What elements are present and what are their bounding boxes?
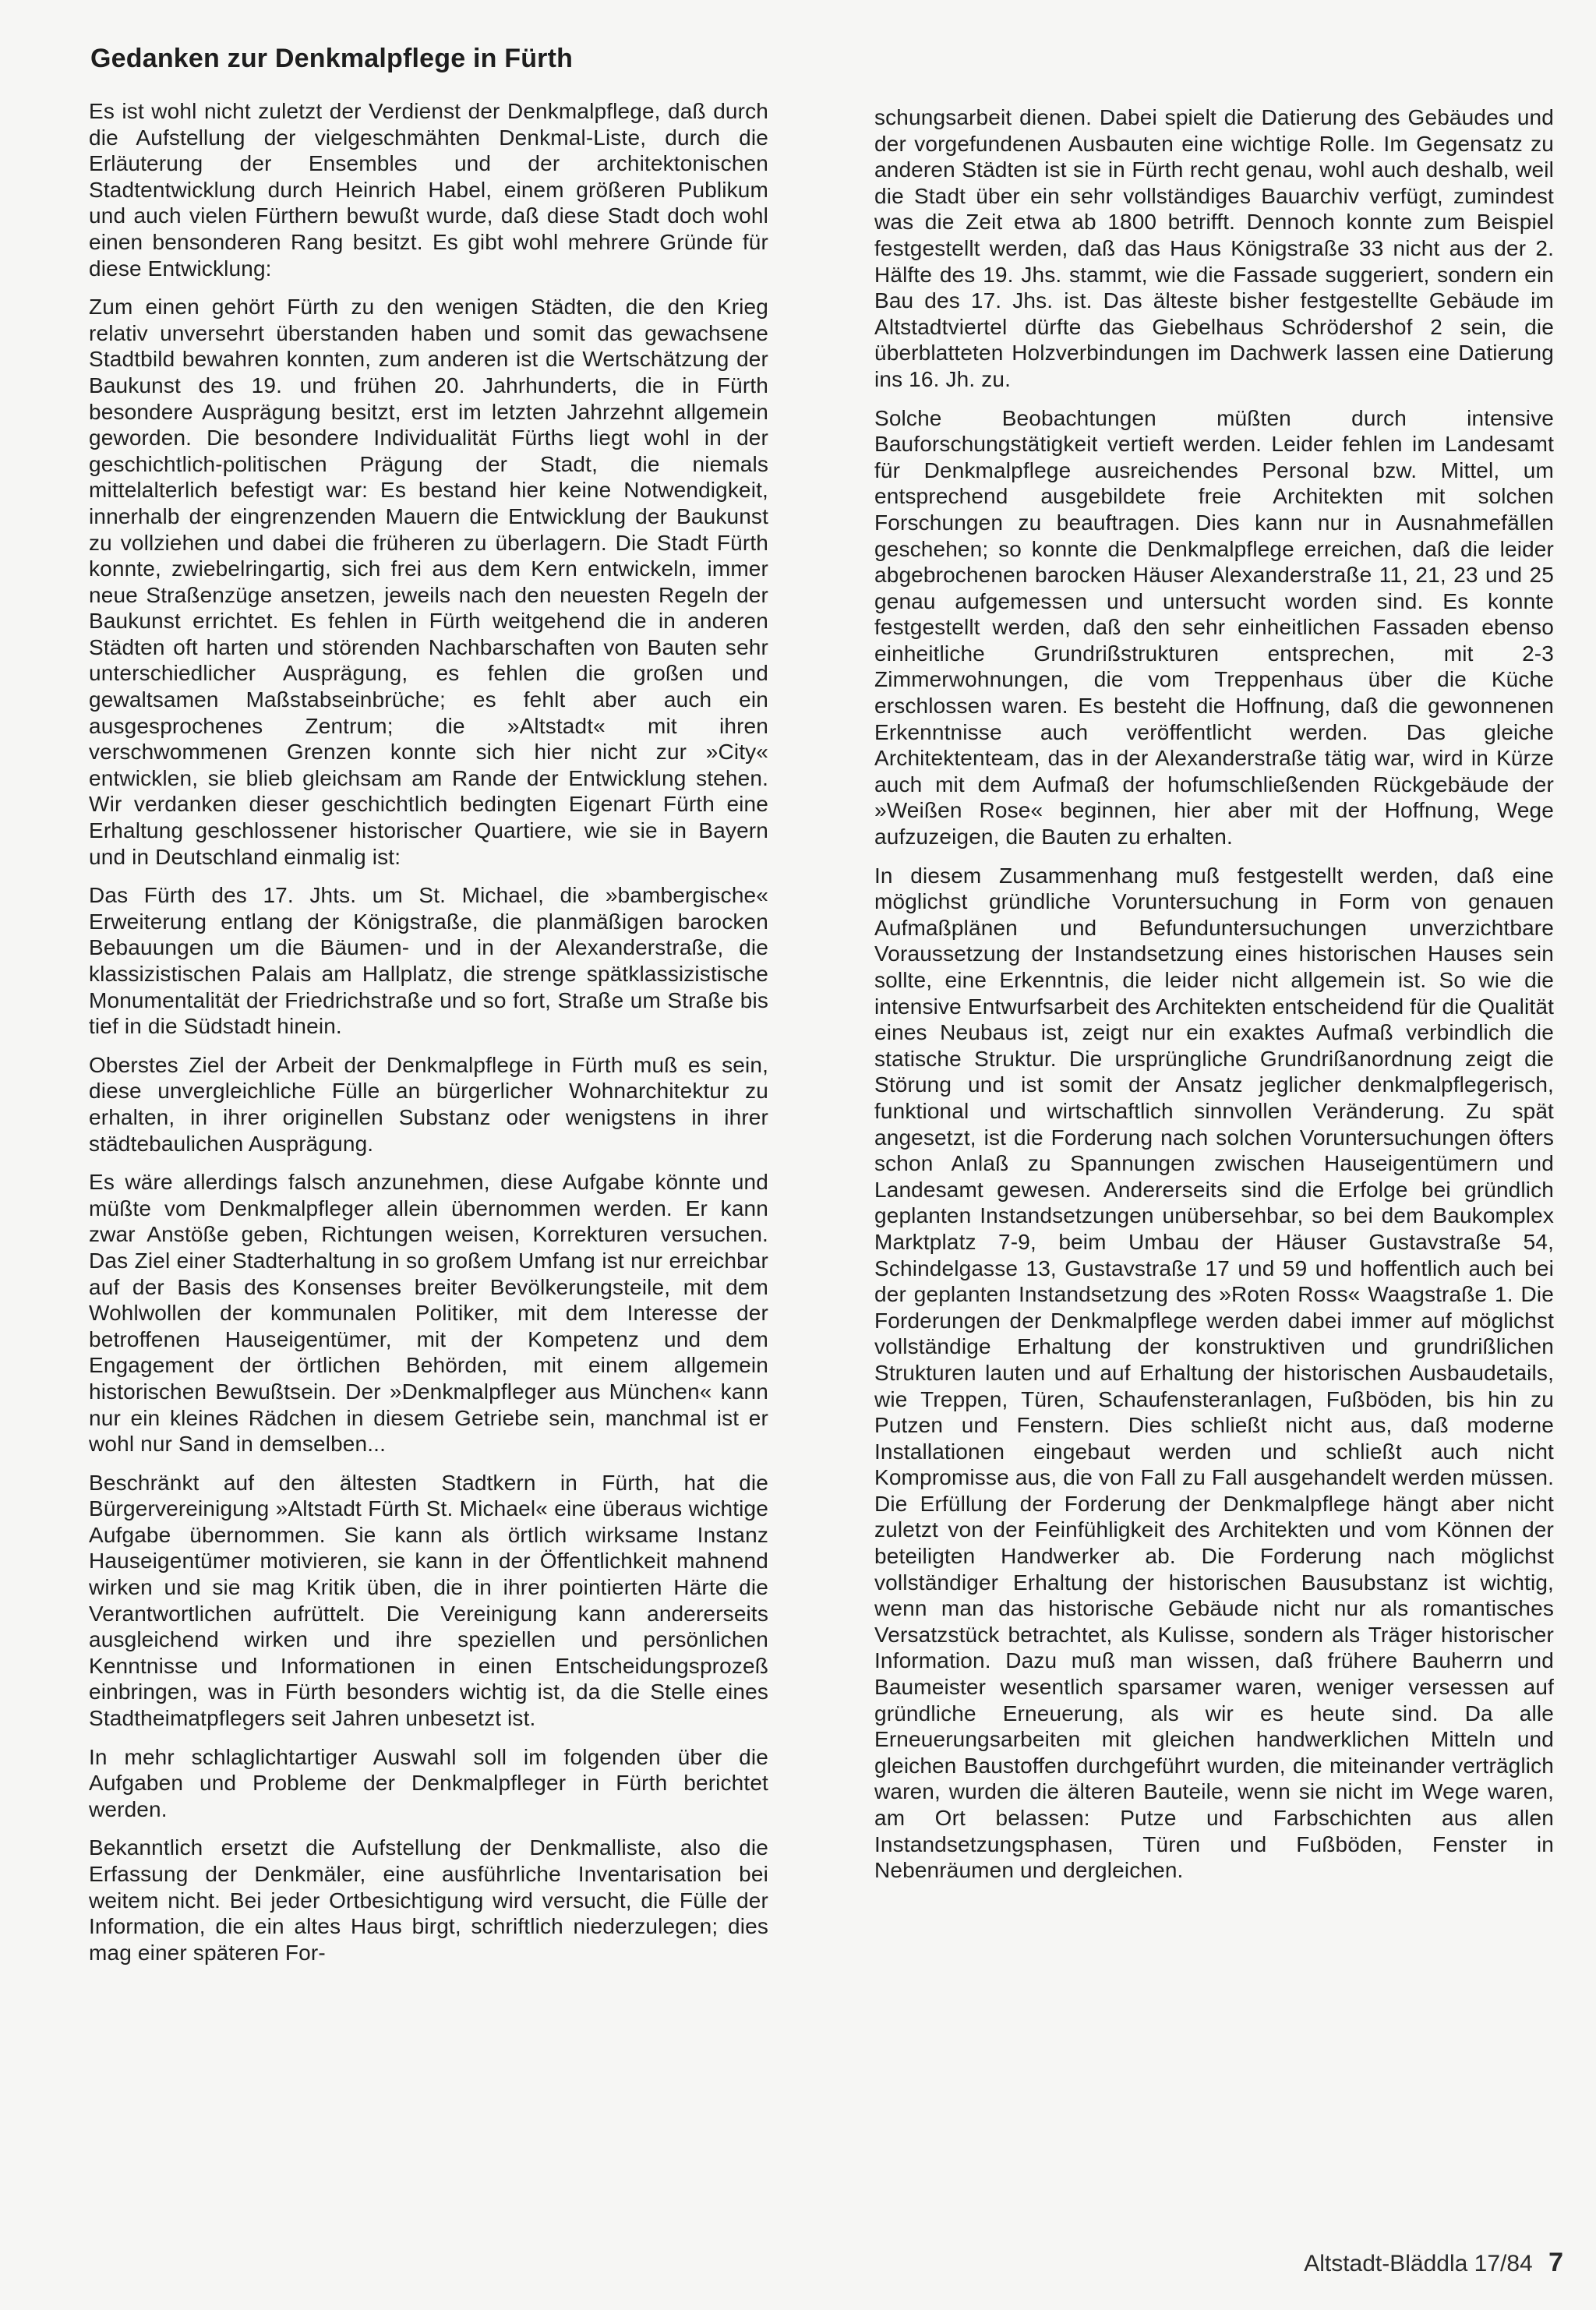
page-footer — [1304, 2248, 1563, 2278]
page-number: 7 — [1548, 2248, 1563, 2277]
paragraph: Beschränkt auf den ältesten Stadtkern in Fürth, hat die Bürgervereinigung »Altstadt Fürth St. Michael« eine überaus wichtige Aufgabe übernommen. Sie kann als örtlich wirksame Instanz Hauseigentümer motivieren, sie kann in der Öffentlichkeit mahnend wirken und sie mag Kritik üben, die in ihrer pointierten Härte die Verantwortlichen aufrüttelt. Die Vereinigung kann andererseits ausgleichend wirken und ihre speziellen und persönlichen Kenntnisse und Informationen in einen Entscheidungsprozeß einbringen, was in Fürth besonders wichtig ist, da die Stelle eines Stadtheimatpflegers seit Jahren unbesetzt ist. — [89, 1470, 768, 1731]
publication-name: Altstadt-Bläddla 17/84 — [1304, 2251, 1533, 2276]
paragraph: Zum einen gehört Fürth zu den wenigen Städten, die den Krieg relativ unversehrt überstanden haben und somit das gewachsene Stadtbild bewahren konnten, zum anderen ist die Wertschätzung der Baukunst des 19. und frühen 20. Jahrhunderts, die in Fürth besondere Ausprägung besitzt, erst im letzten Jahrzehnt allgemein geworden. Die besondere Individualität Fürths liegt wohl in der geschichtlich-politischen Prägung der Stadt, die niemals mittelalterlich befestigt war: Es bestand hier keine Notwendigkeit, innerhalb der eingrenzenden Mauern die Entwicklung der Baukunst zu vollziehen und dabei die früheren zu überlagern. Die Stadt Fürth konnte, zwiebelringartig, sich frei aus dem Kern entwickeln, immer neue Straßenzüge ansetzen, jeweils nach den neuesten Regeln der Baukunst errichtet. Es fehlen in Fürth weitgehend die in anderen Städten oft harten und störenden Nachbarschaften von Bauten sehr unterschiedlicher Ausprägung, es fehlen die großen und gewaltsamen Maßstabseinbrüche; es fehlt aber auch ein ausgesprochenes Zentrum; die »Altstadt« mit ihren verschwommenen Grenzen konnte sich hier nicht zur »City« entwicklen, sie blieb gleichsam am Rande der Entwicklung stehen. Wir verdanken dieser geschichtlich bedingten Eigenart Fürth eine Erhaltung geschlossener historischer Quartiere, wie sie in Bayern und in Deutschland einmalig ist: — [89, 295, 768, 869]
paragraph: Das Fürth des 17. Jhts. um St. Michael, die »bambergische« Erweiterung entlang der Königstraße, die planmäßigen barocken Bebauungen um die Bäumen- und in der Alexanderstraße, die klassizistischen Palais am Hallplatz, die strenge spätklassizistische Monumentalität der Friedrichstraße und so fort, Straße um Straße bis tief in die Südstadt hinein. — [89, 883, 768, 1039]
paragraph: Bekanntlich ersetzt die Aufstellung der Denkmalliste, also die Erfassung der Denkmäler, eine ausführliche Inventarisation bei weitem nicht. Bei jeder Ortbesichtigung wird versucht, die Fülle der Information, die ein altes Haus birgt, schriftlich niederzulegen; dies mag einer späteren For- — [89, 1835, 768, 1965]
paragraph: In diesem Zusammenhang muß festgestellt werden, daß eine möglichst gründliche Voruntersuchung in Form von genauen Aufmaßplänen und Befunduntersuchungen unverzichtbare Voraussetzung der Instandsetzung eines historischen Hauses sein sollte, eine Erkenntnis, die leider nicht allgemein ist. So wie die intensive Entwurfsarbeit des Architekten entscheidend für die Qualität eines Neubaus ist, zeigt nur ein exaktes Aufmaß verbindlich die statische Struktur. Die ursprüngliche Grundrißanordnung zeigt die Störung und ist somit der Ansatz jeglicher denkmalpflegerisch, funktional und wirtschaftlich sinnvollen Veränderung. Zu spät angesetzt, ist die Forderung nach solchen Voruntersuchungen öfters schon Anlaß zu Spannungen zwischen Hauseigentümern und Landesamt gewesen. Andererseits sind die Erfolge bei gründlich geplanten Instandsetzungen unübersehbar, so bei dem Baukomplex Marktplatz 7-9, beim Umbau der Häuser Gustavstraße 54, Schindelgasse 13, Gustavstraße 17 und 59 und hoffentlich auch bei der geplanten Instandsetzung des »Roten Ross« Waagstraße 1. Die Forderungen der Denkmalpflege werden dabei immer auf möglichst vollständige Erhaltung der konstruktiven und grundrißlichen Strukturen lauten und auf Erhaltung der historischen Ausbaudetails, wie Treppen, Türen, Schaufensteranlagen, Fußböden, bis hin zu Putzen und Fenstern. Dies schließt nicht aus, daß moderne Installationen eingebaut werden und schließt auch nicht Kompromisse aus, die von Fall zu Fall ausgehandelt werden müssen. Die Erfüllung der Forderung der Denkmalpflege hängt aber nicht zuletzt von der Feinfühligkeit des Architekten und vom Können der beteiligten Handwerker ab. Die Forderung nach möglichst vollständiger Erhaltung der historischen Bausubstanz ist wichtig, wenn man das historische Gebäude nicht nur als romantisches Versatzstück betrachtet, als Kulisse, sondern als Träger historischer Information. Dazu muß man wissen, daß frühere Bauherrn und Baumeister wesentlich sparsamer waren, weniger versessen auf gründliche Erneuerung, als wir es heute sind. Da alle Erneuerungsarbeiten mit gleichen handwerklichen Mitteln und gleichen Baustoffen durchgeführt wurden, die miteinander verträglich waren, wurden die älteren Bauteile, wenn sie nicht im Wege waren, am Ort belassen: Putze und Farbschichten aus allen Instandsetzungsphasen, Türen und Fußböden, Fenster in Nebenräumen und dergleichen. — [874, 863, 1554, 1883]
left-column — [89, 98, 768, 1978]
paragraph: Es wäre allerdings falsch anzunehmen, diese Aufgabe könnte und müßte vom Denkmalpfleger allein übernommen werden. Er kann zwar Anstöße geben, Richtungen weisen, Korrekturen versuchen. Das Ziel einer Stadterhaltung in so großem Umfang ist nur erreichbar auf der Basis des Konsenses breiter Bevölkerungsteile, mit dem Wohlwollen der kommunalen Politiker, mit dem Interesse der betroffenen Hauseigentümer, mit der Kompetenz und dem Engagement der örtlichen Behörden, mit einem allgemein historischen Bewußtsein. Der »Denkmalpfleger aus München« kann nur ein kleines Rädchen in diesem Getriebe sein, manchmal ist er wohl nur Sand in demselben... — [89, 1170, 768, 1457]
paragraph: Solche Beobachtungen müßten durch intensive Bauforschungstätigkeit vertieft werden. Leider fehlen im Landesamt für Denkmalpflege ausreichendes Personal bzw. Mittel, um entsprechend ausgebildete freie Architekten mit solchen Forschungen zu beauftragen. Dies kann nur in Ausnahmefällen geschehen; so konnte die Denkmalpflege erreichen, daß die leider abgebrochenen barocken Häuser Alexanderstraße 11, 21, 23 und 25 genau aufgemessen und untersucht worden sind. Es konnte festgestellt werden, daß den sehr einheitlichen Fassaden ebenso einheitliche Grundrißstrukturen entsprechen, mit 2-3 Zimmerwohnungen, die vom Treppenhaus über die Küche erschlossen waren. Es besteht die Hoffnung, daß die gewonnenen Erkenntnisse auch veröffentlicht werden. Das gleiche Architektenteam, das in der Alexanderstraße tätig war, wird in Kürze auch mit dem Aufmaß der hofumschließenden Rückgebäude der »Weißen Rose« beginnen, hier aber mit der Hoffnung, Wege aufzuzeigen, die Bauten zu erhalten. — [874, 405, 1554, 849]
page-title: Gedanken zur Denkmalpflege in Fürth — [90, 44, 574, 73]
paragraph: Oberstes Ziel der Arbeit der Denkmalpflege in Fürth muß es sein, diese unvergleichliche Fülle an bürgerlicher Wohnarchitektur zu erhalten, in ihrer originellen Substanz oder wenigstens in ihrer städtebaulichen Ausprägung. — [89, 1052, 768, 1156]
paragraph: Es ist wohl nicht zuletzt der Verdienst der Denkmalpflege, daß durch die Aufstellung der vielgeschmähten Denkmal-Liste, durch die Erläuterung der Ensembles und der architektonischen Stadtentwicklung durch Heinrich Habel, einem größeren Publikum und auch vielen Fürthern bewußt wurde, daß diese Stadt doch wohl einen bensonderen Rang besitzt. Es gibt wohl mehrere Gründe für diese Entwicklung: — [89, 99, 768, 281]
right-column — [874, 104, 1554, 1896]
paragraph: schungsarbeit dienen. Dabei spielt die Datierung des Gebäudes und der vorgefundenen Ausbauten eine wichtige Rolle. Im Gegensatz zu anderen Städten ist sie in Fürth recht genau, wohl auch deshalb, weil die Stadt über ein sehr vollständiges Bauarchiv verfügt, zumindest was die Zeit etwa ab 1800 betrifft. Dennoch konnte zum Beispiel festgestellt werden, daß das Haus Königstraße 33 nicht aus der 2. Hälfte des 19. Jhs. stammt, wie die Fassade suggeriert, sondern ein Bau des 17. Jhs. ist. Das älteste bisher festgestellte Gebäude im Altstadtviertel dürfte das Giebelhaus Schrödershof 2 sein, die überblatteten Holzverbindungen im Dachwerk lassen eine Datierung ins 16. Jh. zu. — [874, 105, 1554, 391]
paragraph: In mehr schlaglichtartiger Auswahl soll im folgenden über die Aufgaben und Probleme der Denkmalpfleger in Fürth berichtet werden. — [89, 1744, 768, 1821]
